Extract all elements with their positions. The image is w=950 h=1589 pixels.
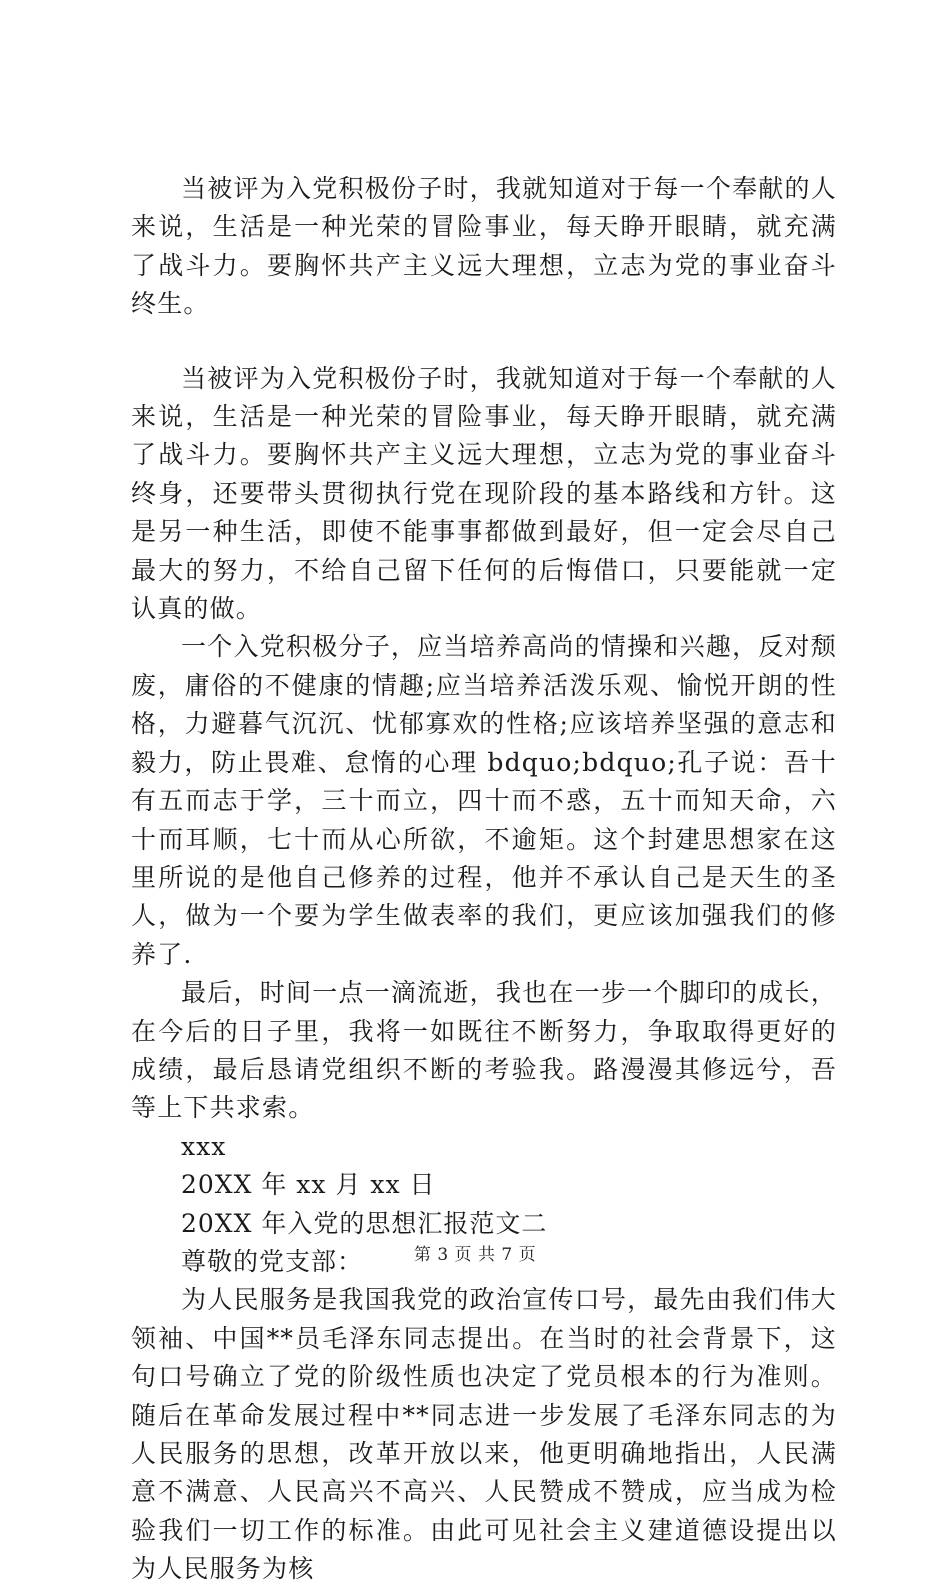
salutation: 尊敬的党支部：	[181, 1246, 364, 1276]
page-footer: 第 3 页 共 7 页	[413, 1245, 537, 1265]
paragraph: 当被评为入党积极份子时，我就知道对于每一个奉献的人来说，生活是一种光荣的冒险事业，每天睁开眼睛，就充满了战斗力。要胸怀共产主义远大理想，立志为党的事业奋斗终生。	[131, 174, 837, 319]
section-title: 20XX 年入党的思想汇报范文二	[181, 1208, 548, 1238]
signature-name: xxx	[181, 1131, 227, 1161]
paragraph: 当被评为入党积极份子时，我就知道对于每一个奉献的人来说，生活是一种光荣的冒险事业，每天睁开眼睛，就充满了战斗力。要胸怀共产主义远大理想，立志为党的事业奋斗终身，还要带头贯彻执行党在现阶段的基本路线和方针。这是另一种生活，即使不能事事都做到最好，但一定会尽自己最大的努力，不给自己留下任何的后悔借口，只要能就一定认真的做。	[131, 363, 837, 624]
paragraph: 一个入党积极分子，应当培养高尚的情操和兴趣，反对颓废，庸俗的不健康的情趣;应当培养活泼乐观、愉悦开朗的性格，力避暮气沉沉、忧郁寡欢的性格;应该培养坚强的意志和毅力，防止畏难、怠惰的心理 bdquo;bdquo;孔子说：吾十有五而志于学，三十而立，四十而不惑，五十而知天命，六十而耳顺，七十而从心所欲，不逾矩。这个封建思想家在这里所说的是他自己修养的过程，他并不承认自己是天生的圣人，做为一个要为学生做表率的我们，更应该加强我们的修养了.	[131, 632, 837, 969]
paragraph: 为人民服务是我国我党的政治宣传口号，最先由我们伟大领袖、中国**员毛泽东同志提出。在当时的社会背景下，这句口号确立了党的阶级性质也决定了党员根本的行为准则。随后在革命发展过程中**同志进一步发展了毛泽东同志的为人民服务的思想，改革开放以来，他更明确地指出，人民满意不满意、人民高兴不高兴、人民赞成不赞成，应当成为检验我们一切工作的标准。由此可见社会主义建道德设提出以为人民服务为核	[131, 1285, 837, 1584]
signature-date: 20XX 年 xx 月 xx 日	[181, 1170, 436, 1200]
document-body	[131, 170, 837, 1589]
paragraph: 最后，时间一点一滴流逝，我也在一步一个脚印的成长，在今后的日子里，我将一如既往不断努力，争取取得更好的成绩，最后恳请党组织不断的考验我。路漫漫其修远兮，吾等上下共求索。	[131, 978, 837, 1123]
